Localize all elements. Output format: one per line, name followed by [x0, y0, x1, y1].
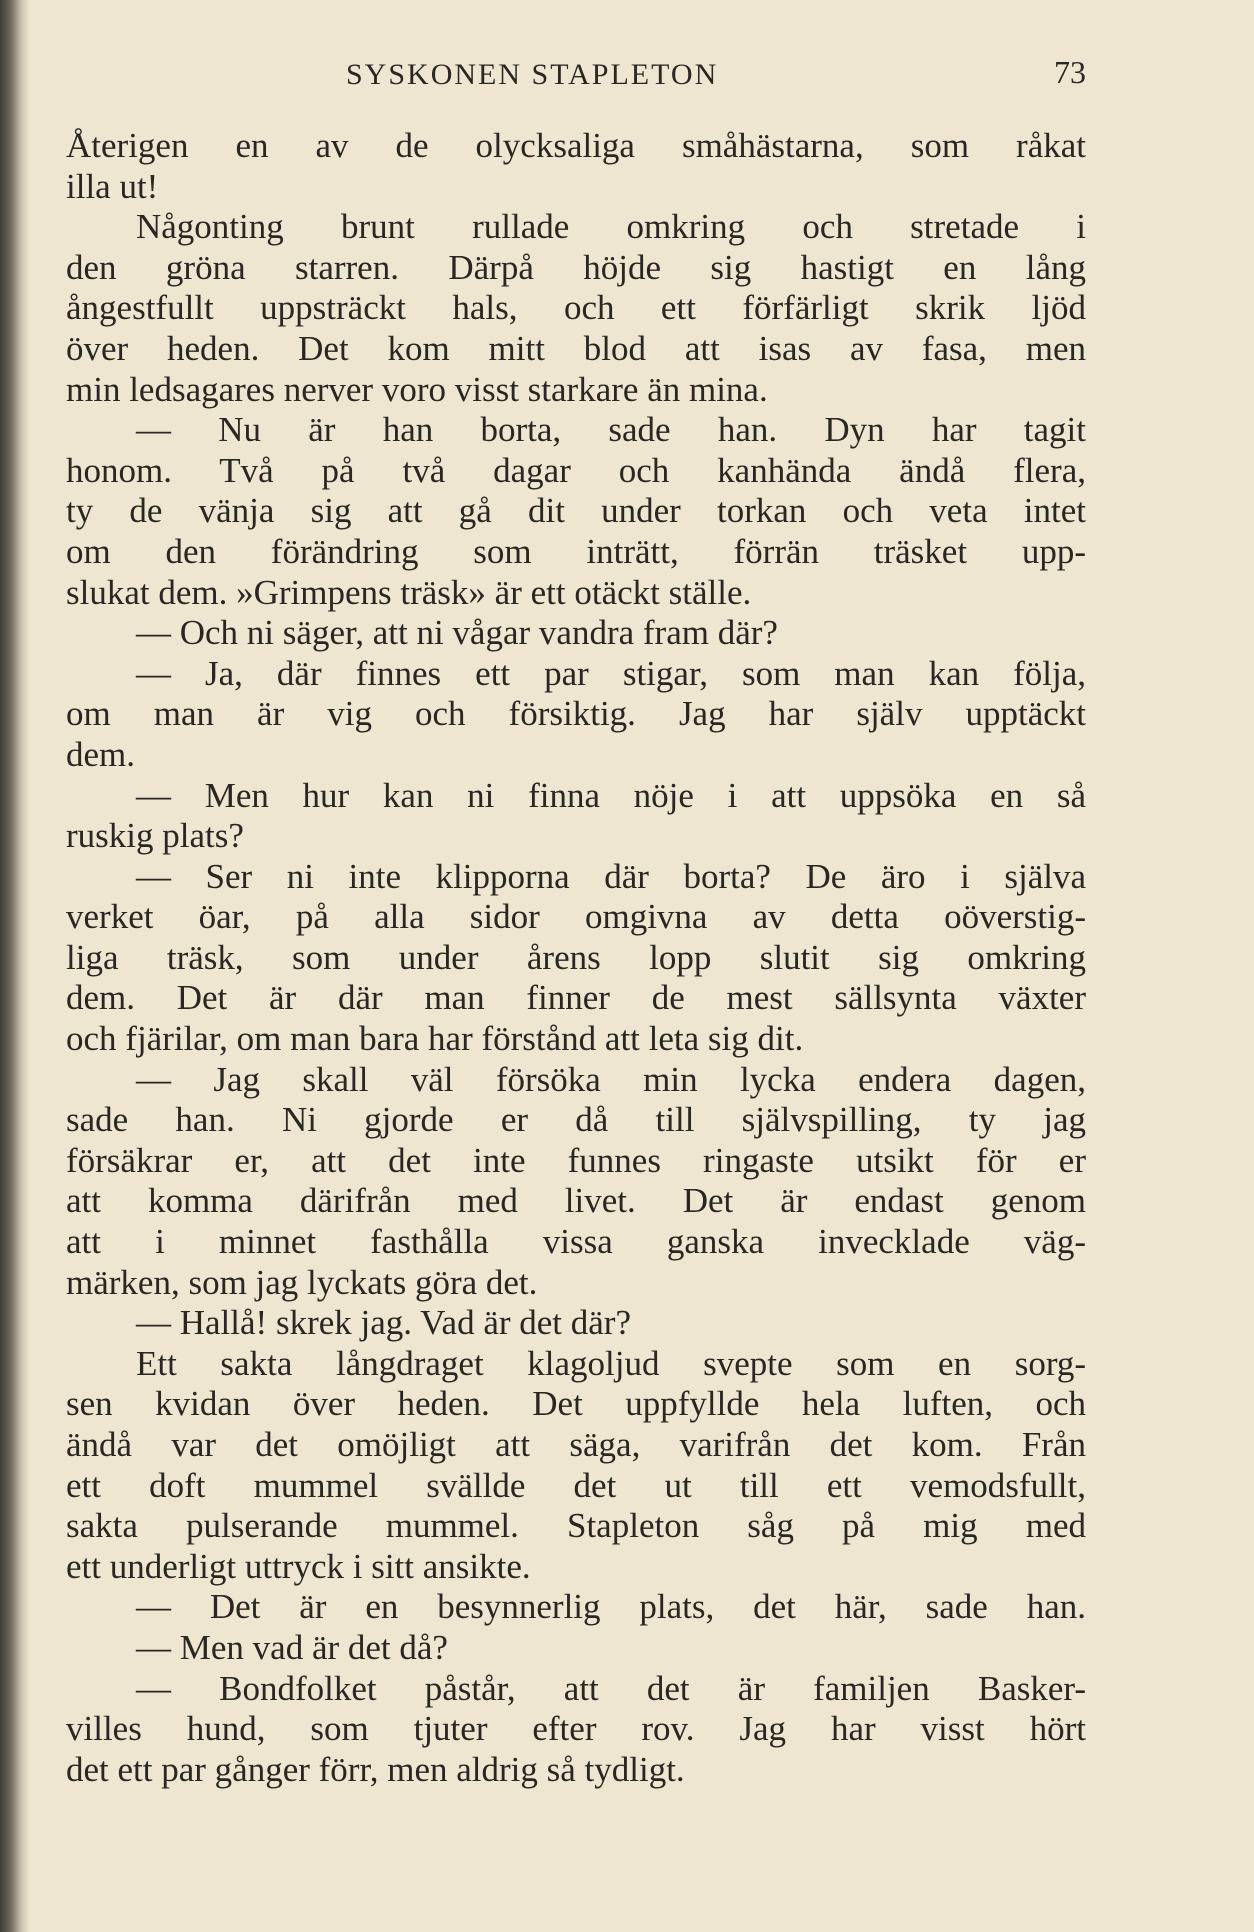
text-line: — Ja, där finnes ett par stigar, som man kan följa,: [136, 653, 1086, 693]
text-line: att i minnet fasthålla vissa ganska invecklade väg-: [66, 1222, 1086, 1262]
text-line: Någonting brunt rullade omkring och stretade i: [136, 207, 1086, 247]
text-line: ty de vänja sig att gå dit under torkan och veta intet: [66, 491, 1086, 531]
body-text: [66, 126, 1086, 1790]
text-line: märken, som jag lyckats göra det.: [66, 1262, 538, 1302]
text-line: — Jag skall väl försöka min lycka endera dagen,: [136, 1059, 1086, 1099]
text-line: — Det är en besynnerlig plats, det här, sade han.: [136, 1587, 1086, 1627]
text-line: ett doft mummel svällde det ut till ett vemodsfullt,: [66, 1465, 1086, 1505]
text-line: liga träsk, som under årens lopp slutit sig omkring: [66, 937, 1086, 977]
text-line: Ett sakta långdraget klagoljud svepte som en sorg-: [136, 1343, 1086, 1383]
book-page: [66, 40, 1086, 1789]
text-line: och fjärilar, om man bara har förstånd att leta sig dit.: [66, 1019, 804, 1059]
text-line: — Och ni säger, att ni vågar vandra fram där?: [136, 613, 778, 653]
text-line: min ledsagares nerver voro visst starkare än mina.: [66, 369, 768, 409]
page-number: 73: [1054, 54, 1086, 90]
text-line: om den förändring som inträtt, förrän träsket upp-: [66, 531, 1086, 571]
text-line: försäkrar er, att det inte funnes ringaste utsikt för er: [66, 1140, 1086, 1180]
text-line: sade han. Ni gjorde er då till självspilling, ty jag: [66, 1100, 1086, 1140]
text-line: villes hund, som tjuter efter rov. Jag har visst hört: [66, 1709, 1086, 1749]
text-line: — Bondfolket påstår, att det är familjen Basker-: [136, 1668, 1086, 1708]
text-line: illa ut!: [66, 166, 159, 206]
text-line: — Ser ni inte klipporna där borta? De äro i själva: [136, 856, 1086, 896]
text-line: honom. Två på två dagar och kanhända ändå flera,: [66, 450, 1086, 490]
text-line: Återigen en av de olycksaliga småhästarna, som råkat: [66, 126, 1086, 165]
text-line: sakta pulserande mummel. Stapleton såg på mig med: [66, 1506, 1086, 1546]
text-line: ångestfullt uppsträckt hals, och ett förfärligt skrik ljöd: [66, 288, 1086, 328]
text-line: slukat dem. »Grimpens träsk» är ett otäckt ställe.: [66, 572, 752, 612]
text-line: — Hallå! skrek jag. Vad är det där?: [136, 1303, 631, 1343]
text-line: att komma därifrån med livet. Det är endast genom: [66, 1181, 1086, 1221]
text-line: det ett par gånger förr, men aldrig så tydligt.: [66, 1749, 685, 1789]
text-line: den gröna starren. Därpå höjde sig hastigt en lång: [66, 247, 1086, 287]
text-line: ett underligt uttryck i sitt ansikte.: [66, 1546, 531, 1586]
text-line: dem. Det är där man finner de mest sällsynta växter: [66, 978, 1086, 1018]
text-line: verket öar, på alla sidor omgivna av detta oöverstig-: [66, 897, 1086, 937]
text-line: sen kvidan över heden. Det uppfyllde hela luften, och: [66, 1384, 1086, 1424]
running-title: SYSKONEN STAPLETON: [346, 58, 719, 91]
page-header: [66, 40, 1086, 110]
text-line: om man är vig och försiktig. Jag har själv upptäckt: [66, 694, 1086, 734]
text-line: ändå var det omöjligt att säga, varifrån det kom. Från: [66, 1425, 1086, 1464]
text-line: — Men vad är det då?: [136, 1627, 448, 1667]
text-line: — Men hur kan ni finna nöje i att uppsöka en så: [136, 775, 1086, 815]
text-line: över heden. Det kom mitt blod att isas av fasa, men: [66, 328, 1086, 368]
text-line: ruskig plats?: [66, 816, 244, 856]
book-spine-shadow: [0, 0, 30, 1932]
text-line: dem.: [66, 734, 136, 774]
text-line: — Nu är han borta, sade han. Dyn har tagit: [136, 410, 1086, 450]
